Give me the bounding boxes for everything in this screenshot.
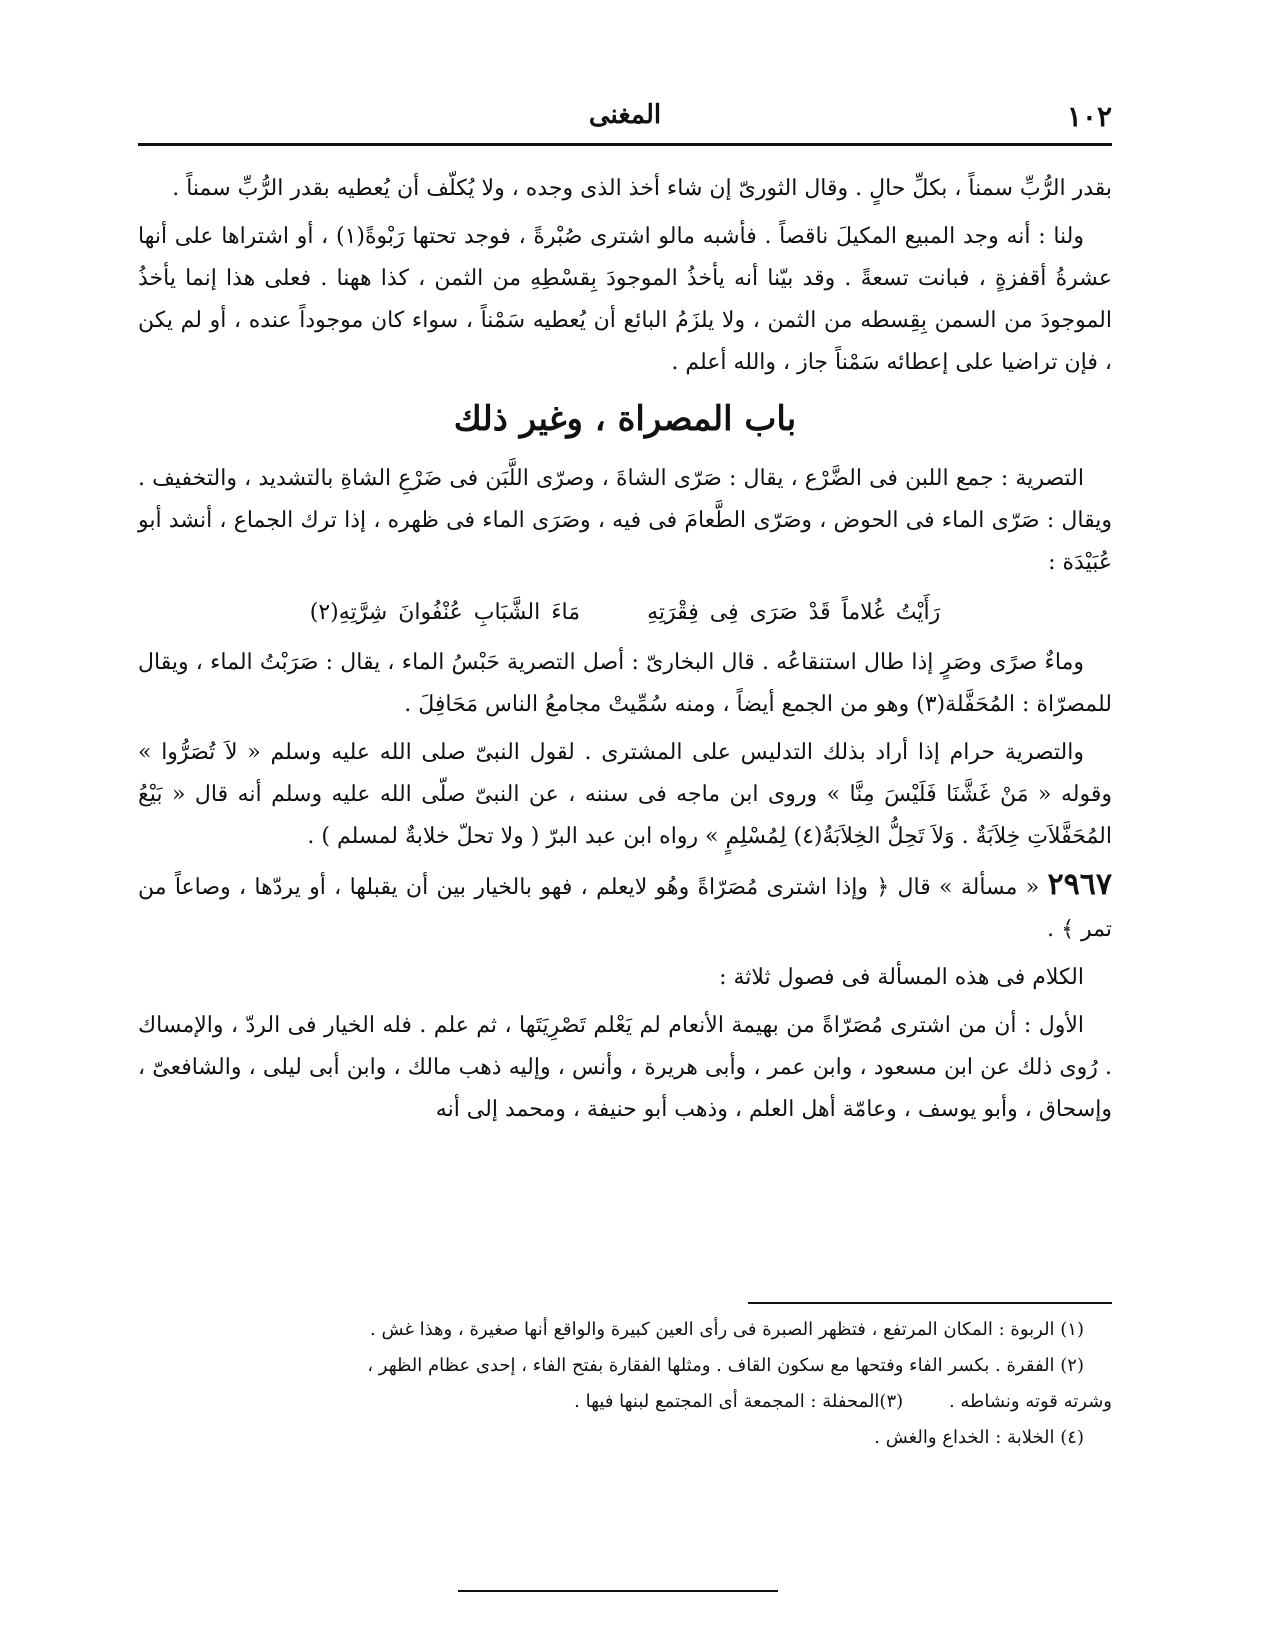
paragraph-maa: وماءٌ صرًى وصَرٍ إذا طال استنقاعُه . قال البخارىّ : أصل التصرية حَبْسُ الماء ، يقال : صَرَبْتُ الماء ، ويقال للمصرّاة : المُحَفَّلة(٣) وهو من الجمع أيضاً ، ومنه سُمِّيتْ مجامعُ الناس مَحَافِلَ . xyxy=(138,650,1112,717)
paragraph-continuation: بقدر الرُّبِّ سمناً ، بكلِّ حالٍ . وقال الثورىّ إن شاء أخذ الذى وجده ، ولا يُكلّف أن يُعطيه بقدر الرُّبِّ سمناً . xyxy=(172,176,1112,201)
chapter-title: باب المصراة ، وغير ذلك xyxy=(453,399,797,439)
masala-paragraph xyxy=(138,864,1112,951)
paragraph-awwal: الأول : أن من اشترى مُصَرّاةً من بهيمة الأنعام لم يَعْلم تَصْرِيَتَها ، ثم علم . فله الخيار فى الردّ ، والإمساك . رُوى ذلك عن ابن مسعود ، وابن عمر ، وأبى هريرة ، وأنس ، وإليه ذهب مالك ، وابن أبى ليلى ، والشافعىّ ، وإسحاق ، وأبو يوسف ، وعامّة أهل العلم ، وذهب أبو حنيفة ، ومحمد إلى أنه xyxy=(138,1013,1112,1122)
footnote-2: (٢) الفقرة . بكسر الفاء وفتحها مع سكون القاف . ومثلها الفقارة بفتح الفاء ، إحدى عظام الظهر ، xyxy=(367,1355,1084,1376)
main-text xyxy=(138,168,1112,1137)
paragraph-haram: والتصرية حرام إذا أراد بذلك التدليس على المشترى . لقول النبىّ صلى الله عليه وسلم « لاَ تُصَرُّوا » وقوله « مَنْ غَشَّنَا فَلَيْسَ مِنَّا » وروى ابن ماجه فى سننه ، عن النبىّ صلّى الله عليه وسلم أنه قال « بَيْعُ المُحَفَّلاَتِ خِلاَبَةٌ . وَلاَ تَحِلُّ الخِلاَبَةُ(٤) لِمُسْلِمٍ » رواه ابن عبد البرّ ( ولا تحلّ خلابةٌ لمسلم ) . xyxy=(138,740,1112,849)
footnote-1: (١) الربوة : المكان المرتفع ، فتظهر الصبرة فى رأى العين كبيرة والواقع أنها صغيرة ، وهذا غش . xyxy=(370,1319,1084,1340)
footnote-2-end: وشرته قوته ونشاطه . xyxy=(948,1391,1112,1412)
paragraph-kalam: الكلام فى هذه المسألة فى فصول ثلاثة : xyxy=(719,965,1084,990)
masala-number: ٢٩٦٧ xyxy=(1047,867,1112,902)
page-header xyxy=(138,100,1112,140)
running-title: المغنى xyxy=(588,100,662,130)
paragraph-tasriya: التصرية : جمع اللبن فى الضَّرْع ، يقال : صَرّى الشاةَ ، وصرّى اللَّبَن فى ضَرْعِ الشاةِ بالتشديد ، والتخفيف . ويقال : صَرّى الماء فى الحوض ، وصَرّى الطَّعامَ فى فيه ، وصَرَى الماء فى ظهره ، إذا ترك الجماع ، أنشد أبو عُبَيْدَة : xyxy=(138,466,1112,575)
verse-first-hemistich: رَأَيْتُ غُلاماً قَدْ صَرَى فِى فِقْرَتِهِ xyxy=(647,600,941,625)
footnote-4: (٤) الخلابة : الخداع والغش . xyxy=(874,1427,1084,1448)
footnote-rule xyxy=(748,1302,1112,1304)
footnotes xyxy=(138,1312,1112,1456)
header-rule xyxy=(138,143,1112,146)
poetry-verse xyxy=(138,592,1112,634)
bottom-rule xyxy=(458,1590,778,1592)
masala-text: « مسألة » قال ﴿ وإذا اشترى مُصَرّاةً وهُو لايعلم ، فهو بالخيار بين أن يقبلها ، أو يردّها ، وصاعاً من تمر ﴾ . xyxy=(138,875,1112,942)
paragraph-walana: ولنا : أنه وجد المبيع المكيلَ ناقصاً . فأشبه مالو اشترى صُبْرةً ، فوجد تحتها رَبْوةً(١) ، أو اشتراها على أنها عشرةُ أقفزةٍ ، فبانت تسعةً . وقد بيّنا أنه يأخذُ الموجودَ بِقسْطِهِ من الثمن ، كذا ههنا . فعلى هذا إنما يأخذُ الموجودَ من السمن بِقِسطه من الثمن ، ولا يلزَمُ البائع أن يُعطيه سَمْناً ، سواء كان موجوداً عنده ، أو لم يكن ، فإن تراضيا على إعطائه سَمْناً جاز ، والله أعلم . xyxy=(138,224,1112,375)
page-number: ١٠٢ xyxy=(1066,100,1112,133)
footnote-3: (٣)المحفلة : المجمعة أى المجتمع لبنها فيها . xyxy=(574,1391,904,1412)
footnote-2-continuation xyxy=(138,1384,1112,1420)
verse-second-hemistich: مَاءَ الشَّبَابِ عُنْفُوانَ شِرَّتِهِ(٢) xyxy=(309,600,581,625)
